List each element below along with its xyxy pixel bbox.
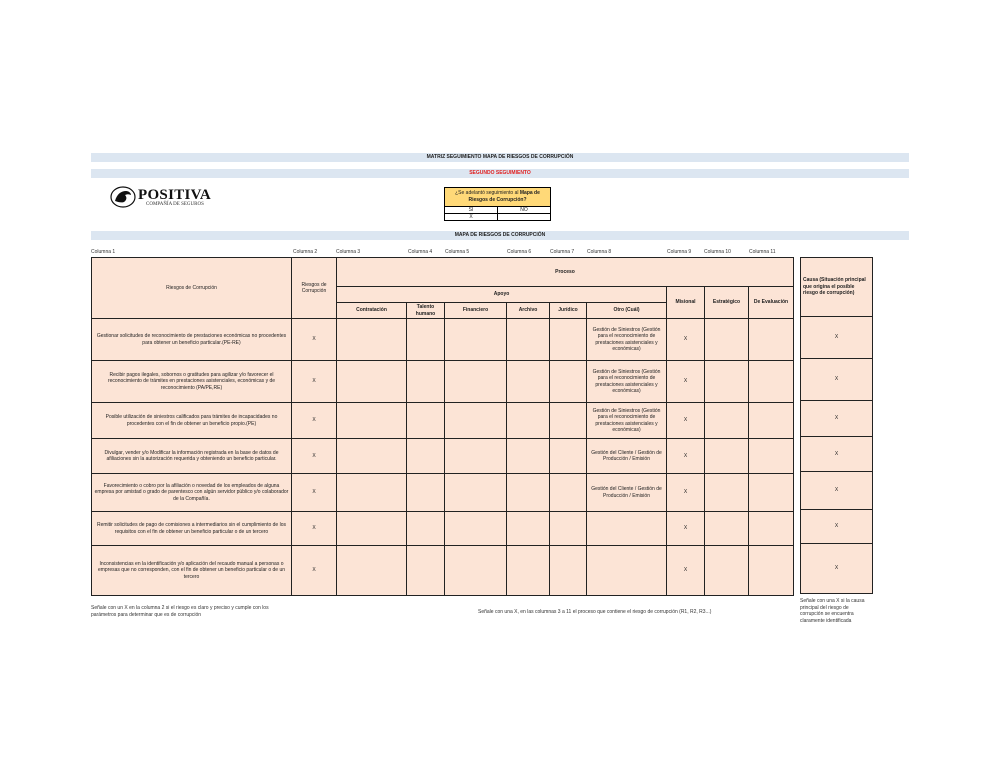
process-misional: X — [667, 403, 705, 439]
risk-description: Recibir pagos ilegales, sobornos o gratitudes para agilizar y/o favorecer el reconocimiento de trámites en prestaciones asistenciales, económicas y de reconocimiento (PA/PE,RE) — [92, 361, 292, 403]
answer-no — [498, 214, 550, 220]
header-estrategico: Estratégico — [705, 287, 749, 319]
risk-description: Gestionar solicitudes de reconocimiento de prestaciones económicas no procedentes para obtener un beneficio particular.(PE-RE) — [92, 319, 292, 361]
risk-description: Divulgar, vender y/o Modificar la información registrada en la base de datos de afiliaciones sin la autorización requerida y obteniendo un beneficio particular. — [92, 439, 292, 474]
process-other: Gestión de Siniestros (Gestión para el reconocimiento de prestaciones asistenciales y económicas) — [587, 403, 667, 439]
note-cause: Señale con una X si la causa principal del riesgo de corrupción se encuentra claramente identificada — [800, 598, 865, 624]
header-causa: Causa (Situación principal que origina el posible riesgo de corrupción) — [801, 258, 873, 317]
header-archivo: Archivo — [507, 303, 550, 319]
table-row — [92, 439, 794, 474]
cause-table — [800, 257, 873, 594]
cause-check: X — [801, 359, 873, 401]
column-label: Columna 11 — [749, 249, 776, 255]
follow-up-question-box — [444, 187, 551, 221]
risk-check: X — [292, 361, 337, 403]
document-title: MATRIZ SEGUIMIENTO MAPA DE RIESGOS DE CORRUPCIÓN — [91, 153, 909, 162]
risk-description: Inconsistencias en la identificación y/o aplicación del recaudo manual a personas o empresas que no corresponden, con el fin de obtener un beneficio particular o de un tercero — [92, 546, 292, 596]
note-column-2: Señale con un X en la columna 2 si el riesgo es claro y preciso y cumple con los parámetros para determinar que es de corrupción — [91, 605, 269, 618]
logo-wordmark: POSITIVA — [138, 187, 211, 203]
document-subtitle: SEGUNDO SEGUIMIENTO — [91, 169, 909, 178]
process-misional: X — [667, 474, 705, 512]
cause-check: X — [801, 472, 873, 510]
header-otro: Otro (Cuál) — [587, 303, 667, 319]
process-other: Gestión de Siniestros (Gestión para el reconocimiento de prestaciones asistenciales y económicas) — [587, 319, 667, 361]
table-row — [92, 361, 794, 403]
process-other: Gestión del Cliente / Gestión de Producción / Emisión — [587, 474, 667, 512]
risk-check: X — [292, 319, 337, 361]
table-row — [92, 403, 794, 439]
table-row — [92, 546, 794, 596]
process-misional: X — [667, 319, 705, 361]
answer-values-row — [445, 214, 550, 220]
option-no: NO — [520, 207, 528, 213]
header-talento: Talento humano — [407, 303, 445, 319]
risk-description: Remitir solicitudes de pago de comisiones a intermediarios sin el cumplimiento de los requisitos con el fin de obtener un beneficio particular o de un tercero — [92, 512, 292, 546]
cause-check: X — [801, 317, 873, 359]
note-columns-3-11: Señale con una X, en las columnas 3 a 11 el proceso que contiene el riesgo de corrupción (R1, R2, R3...) — [478, 609, 712, 615]
risk-description: Favorecimiento o cobro por la afiliación o novedad de los empleados de alguna empresa por amistad o grado de parentesco con algún servidor público y/o colaborador de la Compañía. — [92, 474, 292, 512]
section-title: MAPA DE RIESGOS DE CORRUPCIÓN — [91, 231, 909, 240]
risk-check: X — [292, 403, 337, 439]
process-misional: X — [667, 512, 705, 546]
horse-logo-icon — [110, 186, 136, 208]
answer-options-row — [445, 207, 550, 214]
risk-map-table — [91, 257, 794, 596]
column-label: Columna 6 — [507, 249, 532, 255]
risk-check: X — [292, 474, 337, 512]
table-row — [92, 319, 794, 361]
process-misional: X — [667, 361, 705, 403]
process-other — [587, 512, 667, 546]
header-proceso: Proceso — [337, 258, 794, 287]
risk-check: X — [292, 546, 337, 596]
follow-up-question: ¿Se adelantó seguimiento al Mapa de Riesgos de Corrupción? — [445, 188, 550, 207]
risk-description: Posible utilización de siniestros calificados para trámites de incapacidades no procedentes con el fin de obtener un beneficio propio.(PE) — [92, 403, 292, 439]
column-label: Columna 5 — [445, 249, 470, 255]
risk-check: X — [292, 512, 337, 546]
column-label: Columna 3 — [336, 249, 361, 255]
risk-check: X — [292, 439, 337, 474]
process-other — [587, 546, 667, 596]
header-contratacion: Contratación — [337, 303, 407, 319]
cause-check: X — [801, 510, 873, 544]
column-label: Columna 2 — [293, 249, 318, 255]
cause-check: X — [801, 544, 873, 594]
cause-check: X — [801, 437, 873, 472]
column-label: Columna 10 — [704, 249, 731, 255]
process-misional: X — [667, 439, 705, 474]
column-label: Columna 8 — [587, 249, 612, 255]
table-row — [92, 474, 794, 512]
process-other: Gestión del Cliente / Gestión de Producción / Emisión — [587, 439, 667, 474]
header-riesgos-corrupcion: Riesgos de Corrupción — [292, 258, 337, 319]
header-misional: Misional — [667, 287, 705, 319]
company-logo — [110, 186, 230, 210]
table-row — [92, 512, 794, 546]
column-label: Columna 4 — [408, 249, 433, 255]
header-apoyo: Apoyo — [337, 287, 667, 303]
column-label: Columna 9 — [667, 249, 692, 255]
column-label: Columna 1 — [91, 249, 116, 255]
process-other: Gestión de Siniestros (Gestión para el reconocimiento de prestaciones asistenciales y económicas) — [587, 361, 667, 403]
column-label: Columna 7 — [550, 249, 575, 255]
header-financiero: Financiero — [445, 303, 507, 319]
logo-tagline: COMPAÑÍA DE SEGUROS — [146, 202, 204, 207]
header-juridico: Jurídico — [550, 303, 587, 319]
cause-check: X — [801, 401, 873, 437]
header-evaluacion: De Evaluación — [749, 287, 794, 319]
option-si: SI — [445, 207, 498, 213]
process-misional: X — [667, 546, 705, 596]
header-riesgos: Riesgos de Corrupción — [92, 258, 292, 319]
answer-si: X — [445, 214, 498, 220]
